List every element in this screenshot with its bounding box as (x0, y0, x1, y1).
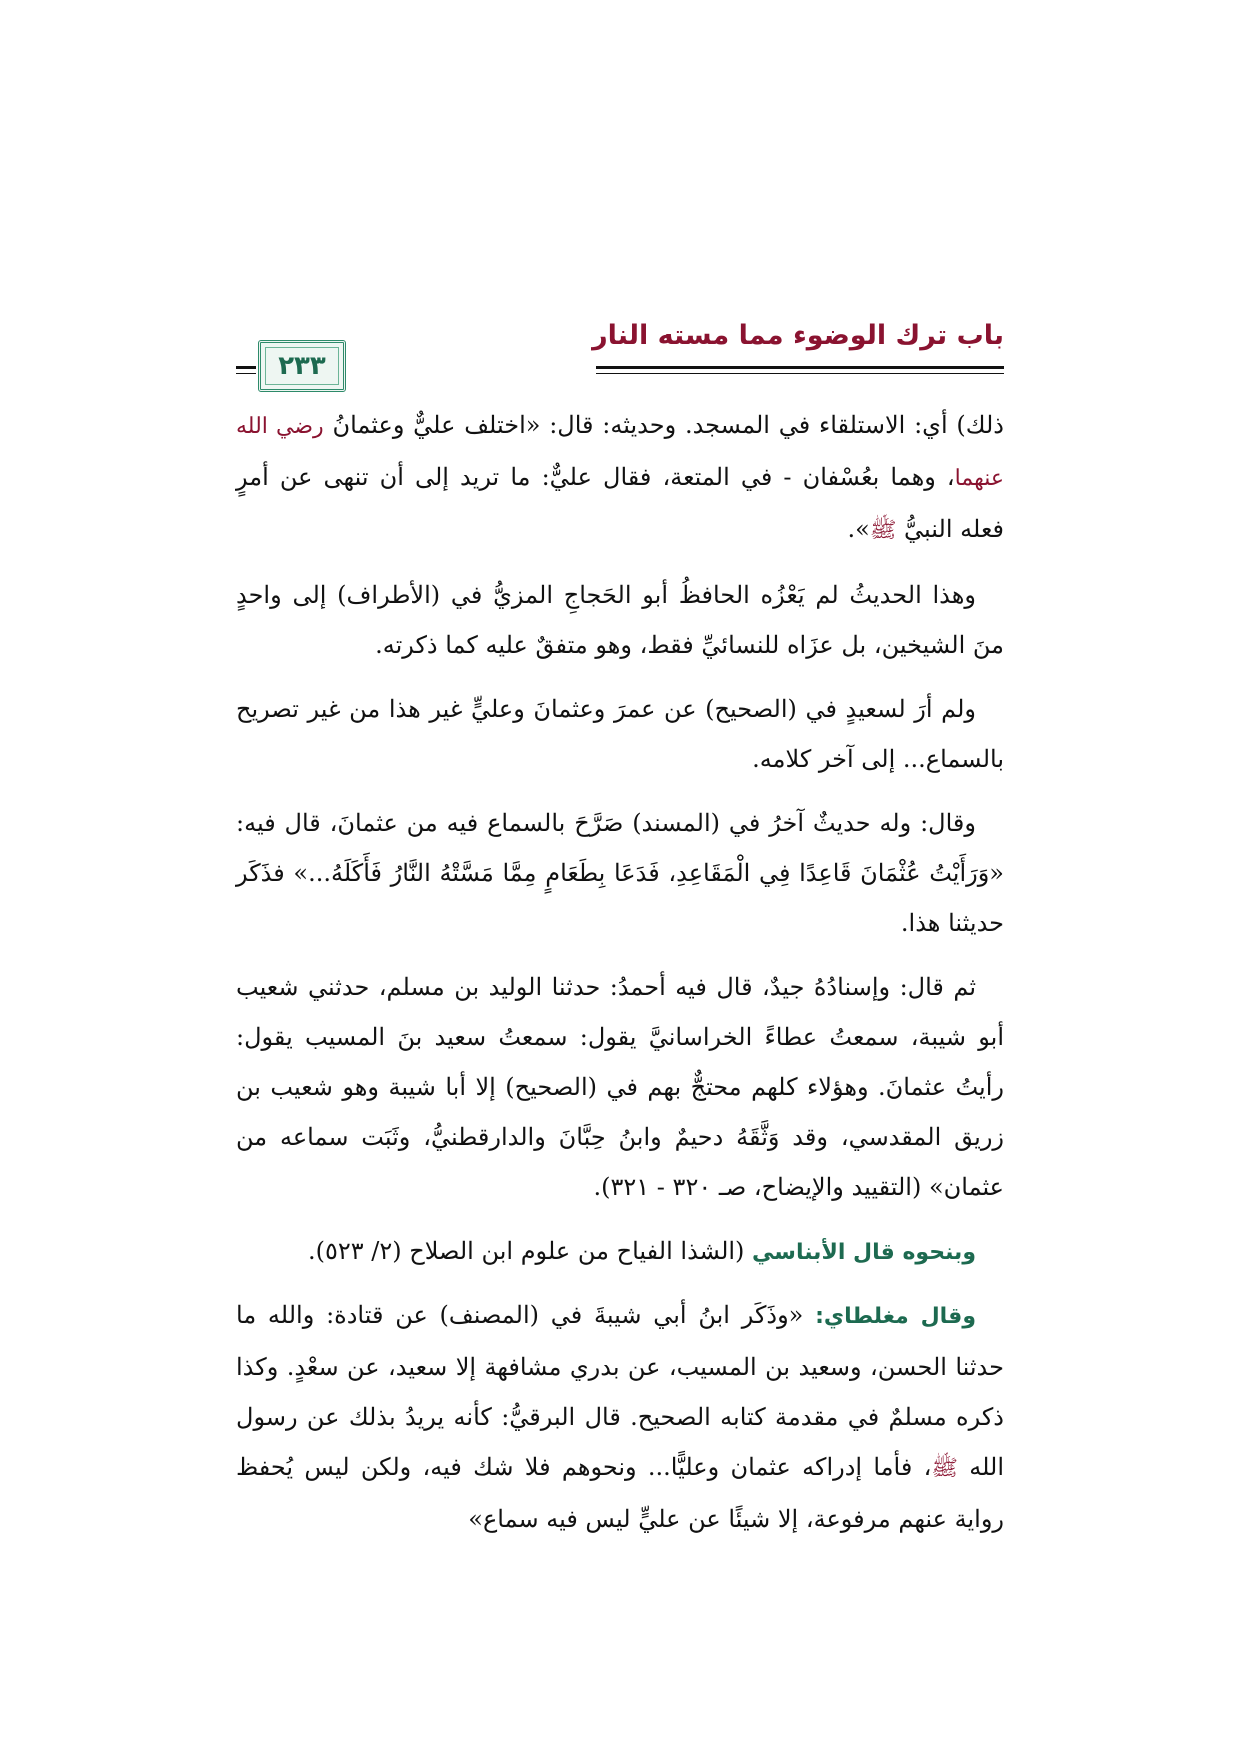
paragraph-1 (236, 400, 1004, 556)
p1-text-1: ذلك) أي: الاستلقاء في المسجد. وحديثه: قال: «اختلف عليٌّ وعثمانُ (323, 411, 1004, 439)
speaker-mughlatay: وقال مغلطاي: (815, 1304, 976, 1329)
paragraph-7 (236, 1290, 1004, 1544)
header-rule-thin (596, 373, 1004, 374)
speaker-abnasi: وبنحوه قال الأبناسي (752, 1240, 976, 1265)
p7-text-1: «وذَكَر ابنُ أبي شيبةَ في (المصنف) عن قتادة: والله ما حدثنا الحسن، وسعيد بن المسيب، عن بدري مشافهة إلا سعيد، عن سعْدٍ. وكذا ذكره مسلمٌ في مقدمة كتابه الصحيح. قال البرقيُّ: كأنه يريدُ بذلك عن رسول الله (236, 1301, 1004, 1481)
chapter-title: باب ترك الوضوء مما مسته النار (592, 320, 1004, 351)
p6-text: (الشذا الفياح من علوم ابن الصلاح (٢/ ٥٢٣). (307, 1237, 753, 1265)
paragraph-3: ولم أرَ لسعيدٍ في (الصحيح) عن عمرَ وعثمانَ وعليٍّ غير هذا من غير تصريح بالسماع... إلى آخر كلامه. (236, 695, 1004, 773)
page-number: ٢٣٣ (278, 351, 326, 381)
paragraph-2: وهذا الحديثُ لم يَعْزُه الحافظُ أبو الحَجاجِ المزيُّ في (الأطراف) إلى واحدٍ منَ الشيخين، بل عزَاه للنسائيِّ فقط، وهو متفقٌ عليه كما ذكرته. (236, 581, 1004, 659)
header-rule-thick (596, 366, 1004, 369)
page-header (236, 314, 1004, 394)
page-number-frame (258, 340, 346, 392)
salawat-ligature: ﷺ (869, 518, 897, 543)
p1-text-3: ». (847, 515, 870, 543)
paragraph-5: ثم قال: وإسنادُهُ جيدٌ، قال فيه أحمدُ: حدثنا الوليد بن مسلم، حدثني شعيب أبو شيبة، سمعتُ عطاءً الخراسانيَّ يقول: سمعتُ سعيد بنَ المسيب يقول: رأيتُ عثمانَ. وهؤلاء كلهم محتجٌّ بهم في (الصحيح) إلا أبا شيبة وهو شعيب بن زريق المقدسي، وقد وَثَّقَهُ دحيمٌ وابنُ حِبَّانَ والدارقطنيُّ، وثَبَت سماعه من عثمان» (التقييد والإيضاح، صـ ٣٢٠ - ٣٢١). (236, 973, 1004, 1201)
header-rule-left-thin (236, 373, 256, 374)
paragraph-6 (236, 1226, 1004, 1278)
salawat-ligature-2: ﷺ (931, 1456, 958, 1481)
paragraph-4: وقال: وله حديثٌ آخرُ في (المسند) صَرَّحَ بالسماع فيه من عثمانَ، قال فيه: «وَرَأَيْتُ عُثْمَانَ قَاعِدًا فِي الْمَقَاعِدِ، فَدَعَا بِطَعَامٍ مِمَّا مَسَّتْهُ النَّارُ فَأَكَلَهُ...» فذَكَر حديثنا هذا. (236, 809, 1004, 937)
p1-text-2: ، وهما بعُسْفان - في المتعة، فقال عليٌّ: ما تريد إلى أن تنهى عن أمرٍ فعله النبيُّ (236, 463, 1004, 543)
honorific-ligature: رضي الله عنهما (236, 414, 1004, 491)
p7-text-2: ، فأما إدراكه عثمان وعليًّا... ونحوهم فلا شك فيه، ولكن ليس يُحفظ رواية عنهم مرفوعة، إلا شيئًا عن عليٍّ ليس فيه سماع» (236, 1453, 1004, 1533)
page-body (236, 400, 1004, 1558)
header-rule-left-thick (236, 366, 256, 369)
